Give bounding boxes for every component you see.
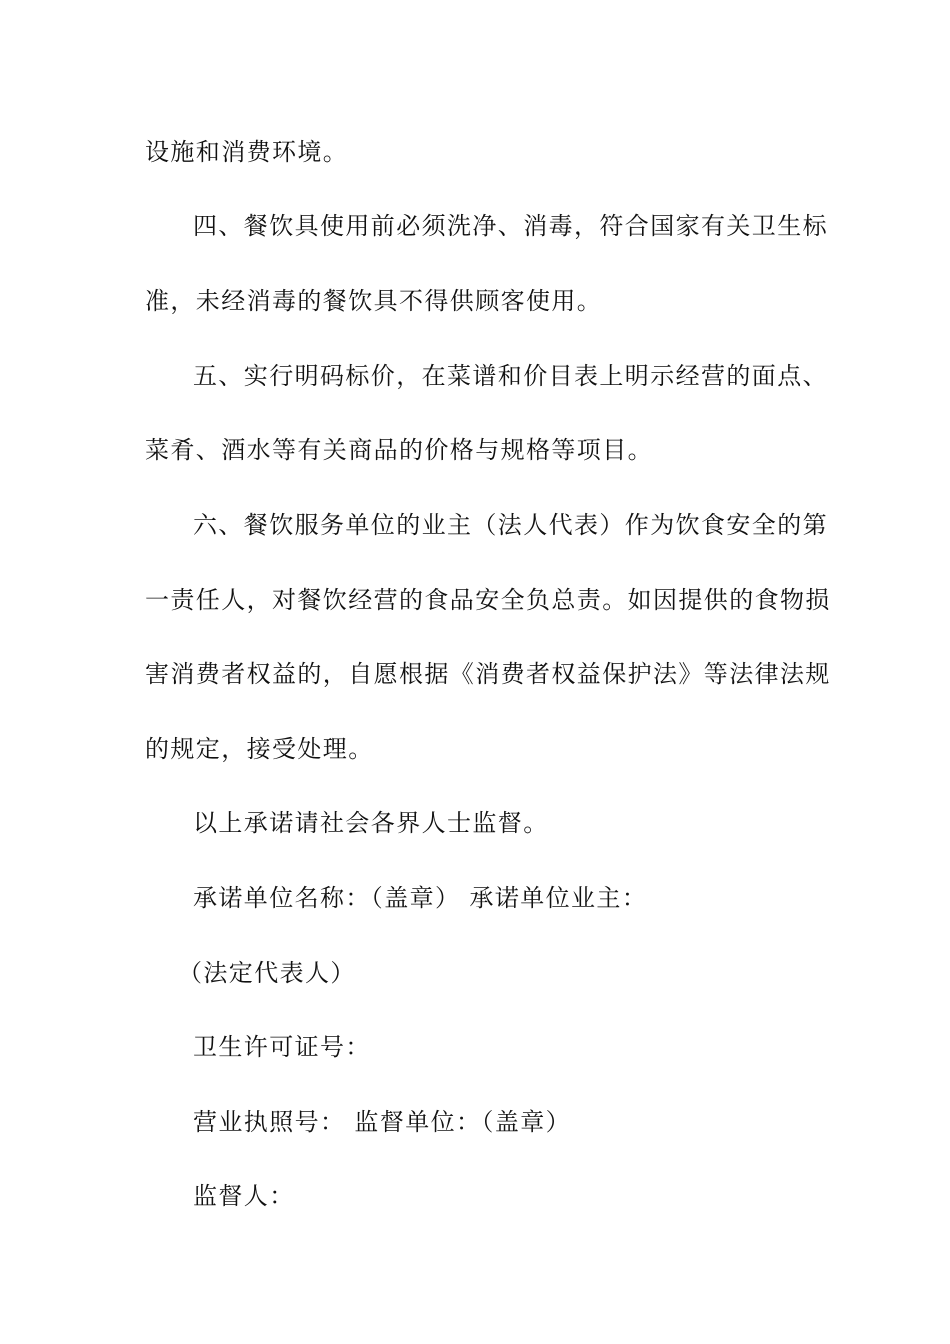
supervisor-field: 监督人： [193, 1182, 295, 1210]
health-license-field: 卫生许可证号： [193, 1033, 371, 1061]
promisor-name-field: 承诺单位名称：（盖章） 承诺单位业主： [193, 884, 648, 912]
business-license-field: 营业执照号： 监督单位：（盖章） [193, 1108, 572, 1136]
clause-6-line-1: 六、餐饮服务单位的业主（法人代表）作为饮食安全的第 [193, 511, 828, 539]
clause-6-line-3: 害消费者权益的，自愿根据《消费者权益保护法》等法律法规 [145, 660, 831, 688]
legal-representative-field: （法定代表人） [178, 959, 356, 987]
body-text-line: 设施和消费环境。 [145, 138, 349, 166]
clause-4-line-2: 准，未经消毒的餐饮具不得供顾客使用。 [145, 287, 603, 315]
clause-6-line-4: 的规定，接受处理。 [145, 735, 374, 763]
clause-5-line-1: 五、实行明码标价，在菜谱和价目表上明示经营的面点、 [193, 362, 828, 390]
supervision-statement: 以上承诺请社会各界人士监督。 [193, 809, 549, 837]
clause-5-line-2: 菜肴、酒水等有关商品的价格与规格等项目。 [145, 436, 653, 464]
clause-4-line-1: 四、餐饮具使用前必须洗净、消毒，符合国家有关卫生标 [193, 212, 828, 240]
clause-6-line-2: 一责任人，对餐饮经营的食品安全负总责。如因提供的食物损 [145, 586, 831, 614]
